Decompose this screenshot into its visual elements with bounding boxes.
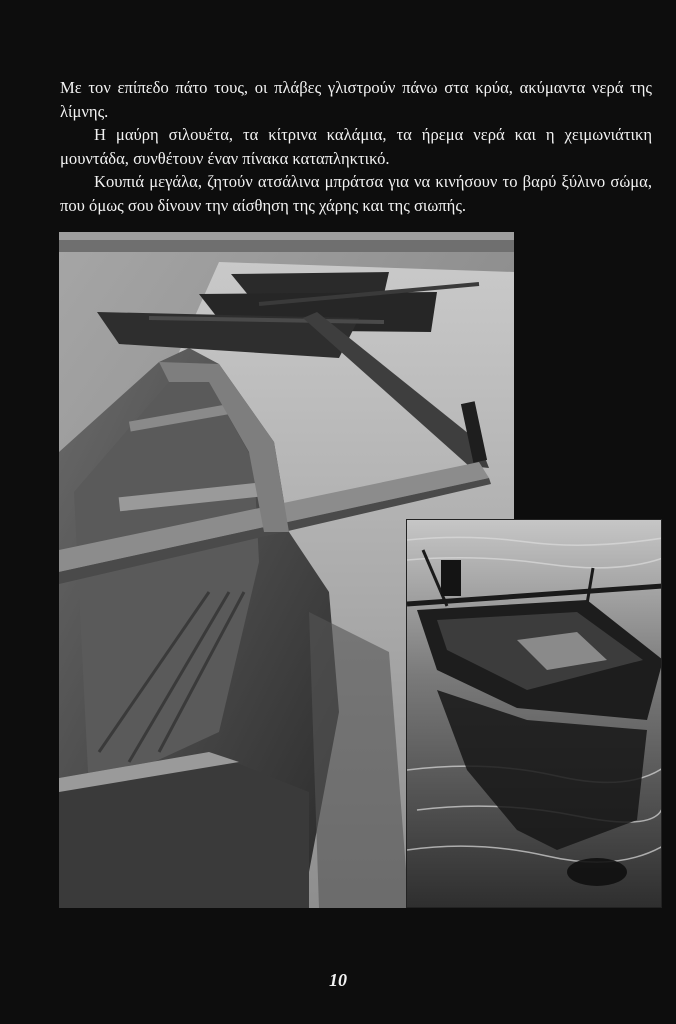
inset-boat-photo [406, 519, 662, 908]
paragraph-1: Με τον επίπεδο πάτο τους, οι πλάβες γλιστρούν πάνω στα κρύα, ακύμαντα νερά της λίμνης. [60, 78, 652, 121]
paragraph-3: Κουπιά μεγάλα, ζητούν ατσάλινα μπράτσα για να κινήσουν το βαρύ ξύλινο σώμα, που όμως σου δίνουν την αίσθηση της χάρης και της σιωπής. [60, 172, 652, 215]
body-text [60, 76, 652, 217]
paragraph-2: Η μαύρη σιλουέτα, τα κίτρινα καλάμια, τα ήρεμα νερά και η χειμωνιάτικη μουντάδα, συνθέτουν έναν πίνακα καταπληκτικό. [60, 125, 652, 168]
page-number: 10 [329, 970, 347, 990]
inset-photo-illustration [407, 520, 662, 908]
